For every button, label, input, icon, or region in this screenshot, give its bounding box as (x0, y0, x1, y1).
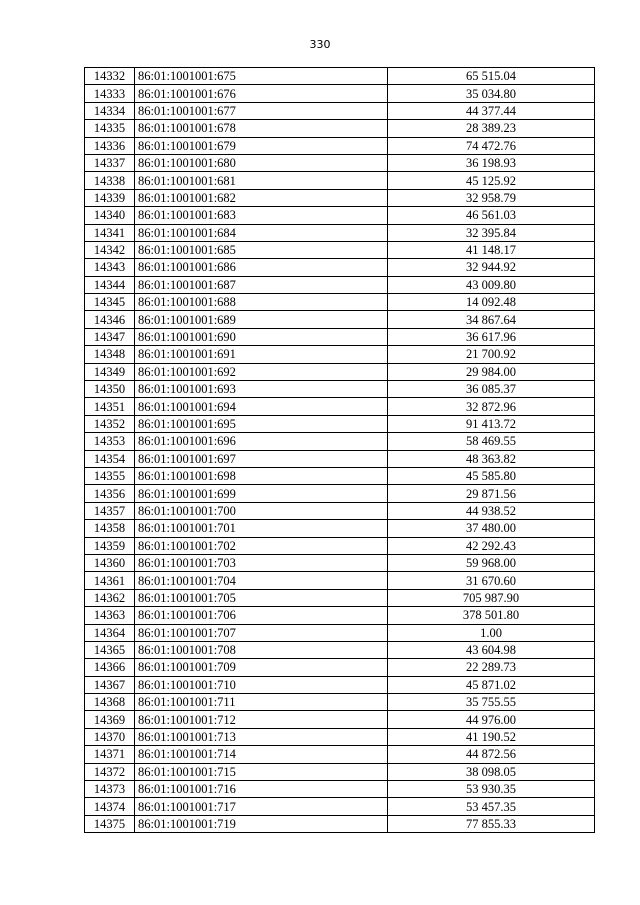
table-row (85, 363, 595, 380)
cadastral-value: 59 968.00 (388, 554, 595, 571)
cadastral-number: 86:01:1001001:686 (135, 259, 388, 276)
cadastral-value: 36 198.93 (388, 154, 595, 171)
row-number: 14351 (85, 398, 135, 415)
table-row (85, 589, 595, 606)
cadastral-value: 34 867.64 (388, 311, 595, 328)
row-number: 14333 (85, 85, 135, 102)
table-row (85, 415, 595, 432)
table-row (85, 763, 595, 780)
table-row (85, 554, 595, 571)
table-row (85, 259, 595, 276)
table-row (85, 294, 595, 311)
cadastral-number: 86:01:1001001:713 (135, 728, 388, 745)
cadastral-number: 86:01:1001001:691 (135, 346, 388, 363)
row-number: 14350 (85, 381, 135, 398)
cadastral-value: 74 472.76 (388, 137, 595, 154)
cadastral-number: 86:01:1001001:703 (135, 554, 388, 571)
cadastral-value: 45 585.80 (388, 467, 595, 484)
table-row (85, 520, 595, 537)
cadastral-number: 86:01:1001001:706 (135, 607, 388, 624)
cadastral-number: 86:01:1001001:717 (135, 798, 388, 815)
table-row (85, 381, 595, 398)
row-number: 14345 (85, 294, 135, 311)
cadastral-number: 86:01:1001001:695 (135, 415, 388, 432)
cadastral-value: 43 604.98 (388, 641, 595, 658)
cadastral-number: 86:01:1001001:700 (135, 502, 388, 519)
row-number: 14358 (85, 520, 135, 537)
cadastral-number: 86:01:1001001:687 (135, 276, 388, 293)
cadastral-number: 86:01:1001001:696 (135, 433, 388, 450)
row-number: 14337 (85, 154, 135, 171)
row-number: 14365 (85, 641, 135, 658)
table-row (85, 241, 595, 258)
cadastral-number: 86:01:1001001:714 (135, 746, 388, 763)
cadastral-value: 45 871.02 (388, 676, 595, 693)
cadastral-value: 35 755.55 (388, 694, 595, 711)
cadastral-value: 53 457.35 (388, 798, 595, 815)
cadastral-value: 14 092.48 (388, 294, 595, 311)
cadastral-number: 86:01:1001001:678 (135, 120, 388, 137)
cadastral-number: 86:01:1001001:693 (135, 381, 388, 398)
table-row (85, 728, 595, 745)
cadastral-number: 86:01:1001001:697 (135, 450, 388, 467)
table-row (85, 433, 595, 450)
row-number: 14347 (85, 328, 135, 345)
cadastral-value: 65 515.04 (388, 68, 595, 85)
row-number: 14374 (85, 798, 135, 815)
cadastral-value-table (84, 67, 595, 833)
row-number: 14359 (85, 537, 135, 554)
cadastral-number: 86:01:1001001:690 (135, 328, 388, 345)
cadastral-value: 22 289.73 (388, 659, 595, 676)
cadastral-number: 86:01:1001001:684 (135, 224, 388, 241)
cadastral-number: 86:01:1001001:716 (135, 781, 388, 798)
cadastral-value: 29 871.56 (388, 485, 595, 502)
cadastral-value: 32 958.79 (388, 189, 595, 206)
cadastral-number: 86:01:1001001:709 (135, 659, 388, 676)
table-row (85, 189, 595, 206)
cadastral-value: 32 944.92 (388, 259, 595, 276)
table-row (85, 485, 595, 502)
cadastral-value: 44 938.52 (388, 502, 595, 519)
row-number: 14334 (85, 102, 135, 119)
row-number: 14356 (85, 485, 135, 502)
table-row (85, 207, 595, 224)
cadastral-value: 44 976.00 (388, 711, 595, 728)
row-number: 14360 (85, 554, 135, 571)
cadastral-number: 86:01:1001001:685 (135, 241, 388, 258)
page-number: 330 (309, 38, 331, 51)
row-number: 14353 (85, 433, 135, 450)
table-row (85, 815, 595, 832)
row-number: 14344 (85, 276, 135, 293)
row-number: 14332 (85, 68, 135, 85)
cadastral-value: 48 363.82 (388, 450, 595, 467)
table-row (85, 311, 595, 328)
cadastral-number: 86:01:1001001:708 (135, 641, 388, 658)
table-row (85, 467, 595, 484)
table-row (85, 276, 595, 293)
cadastral-number: 86:01:1001001:689 (135, 311, 388, 328)
cadastral-number: 86:01:1001001:707 (135, 624, 388, 641)
row-number: 14363 (85, 607, 135, 624)
table-row (85, 450, 595, 467)
cadastral-number: 86:01:1001001:675 (135, 68, 388, 85)
cadastral-number: 86:01:1001001:719 (135, 815, 388, 832)
table-row (85, 572, 595, 589)
row-number: 14352 (85, 415, 135, 432)
table-row (85, 102, 595, 119)
cadastral-number: 86:01:1001001:683 (135, 207, 388, 224)
table-row (85, 224, 595, 241)
cadastral-value: 43 009.80 (388, 276, 595, 293)
cadastral-value: 46 561.03 (388, 207, 595, 224)
cadastral-value: 28 389.23 (388, 120, 595, 137)
row-number: 14371 (85, 746, 135, 763)
cadastral-value: 21 700.92 (388, 346, 595, 363)
cadastral-number: 86:01:1001001:679 (135, 137, 388, 154)
cadastral-number: 86:01:1001001:701 (135, 520, 388, 537)
cadastral-value: 378 501.80 (388, 607, 595, 624)
table-row (85, 694, 595, 711)
row-number: 14357 (85, 502, 135, 519)
row-number: 14339 (85, 189, 135, 206)
row-number: 14362 (85, 589, 135, 606)
table-row (85, 659, 595, 676)
table-row (85, 154, 595, 171)
row-number: 14354 (85, 450, 135, 467)
cadastral-number: 86:01:1001001:681 (135, 172, 388, 189)
row-number: 14335 (85, 120, 135, 137)
table-row (85, 607, 595, 624)
cadastral-number: 86:01:1001001:677 (135, 102, 388, 119)
cadastral-value: 41 190.52 (388, 728, 595, 745)
row-number: 14370 (85, 728, 135, 745)
cadastral-value: 44 377.44 (388, 102, 595, 119)
table-row (85, 346, 595, 363)
cadastral-value: 44 872.56 (388, 746, 595, 763)
cadastral-number: 86:01:1001001:698 (135, 467, 388, 484)
row-number: 14342 (85, 241, 135, 258)
cadastral-value: 31 670.60 (388, 572, 595, 589)
row-number: 14361 (85, 572, 135, 589)
cadastral-number: 86:01:1001001:682 (135, 189, 388, 206)
cadastral-value: 1.00 (388, 624, 595, 641)
cadastral-number: 86:01:1001001:704 (135, 572, 388, 589)
table-row (85, 172, 595, 189)
cadastral-value: 36 617.96 (388, 328, 595, 345)
row-number: 14355 (85, 467, 135, 484)
table-row (85, 120, 595, 137)
row-number: 14375 (85, 815, 135, 832)
cadastral-number: 86:01:1001001:711 (135, 694, 388, 711)
row-number: 14369 (85, 711, 135, 728)
row-number: 14349 (85, 363, 135, 380)
cadastral-number: 86:01:1001001:712 (135, 711, 388, 728)
row-number: 14368 (85, 694, 135, 711)
row-number: 14373 (85, 781, 135, 798)
table-row (85, 137, 595, 154)
cadastral-number: 86:01:1001001:680 (135, 154, 388, 171)
cadastral-number: 86:01:1001001:692 (135, 363, 388, 380)
row-number: 14364 (85, 624, 135, 641)
row-number: 14336 (85, 137, 135, 154)
cadastral-value: 53 930.35 (388, 781, 595, 798)
table-row (85, 502, 595, 519)
cadastral-value: 38 098.05 (388, 763, 595, 780)
row-number: 14348 (85, 346, 135, 363)
row-number: 14343 (85, 259, 135, 276)
cadastral-number: 86:01:1001001:702 (135, 537, 388, 554)
row-number: 14367 (85, 676, 135, 693)
cadastral-value: 35 034.80 (388, 85, 595, 102)
cadastral-value: 41 148.17 (388, 241, 595, 258)
cadastral-value: 36 085.37 (388, 381, 595, 398)
table-row (85, 328, 595, 345)
cadastral-number: 86:01:1001001:705 (135, 589, 388, 606)
row-number: 14341 (85, 224, 135, 241)
row-number: 14340 (85, 207, 135, 224)
table-row (85, 624, 595, 641)
table-row (85, 798, 595, 815)
cadastral-number: 86:01:1001001:694 (135, 398, 388, 415)
table-body (85, 68, 595, 833)
cadastral-value: 45 125.92 (388, 172, 595, 189)
table-row (85, 537, 595, 554)
cadastral-value: 29 984.00 (388, 363, 595, 380)
cadastral-value: 32 872.96 (388, 398, 595, 415)
cadastral-number: 86:01:1001001:688 (135, 294, 388, 311)
cadastral-value: 42 292.43 (388, 537, 595, 554)
cadastral-value: 37 480.00 (388, 520, 595, 537)
table-row (85, 711, 595, 728)
row-number: 14366 (85, 659, 135, 676)
cadastral-number: 86:01:1001001:710 (135, 676, 388, 693)
row-number: 14346 (85, 311, 135, 328)
cadastral-value: 705 987.90 (388, 589, 595, 606)
table-row (85, 398, 595, 415)
table-row (85, 641, 595, 658)
cadastral-number: 86:01:1001001:699 (135, 485, 388, 502)
cadastral-number: 86:01:1001001:715 (135, 763, 388, 780)
cadastral-value: 77 855.33 (388, 815, 595, 832)
cadastral-number: 86:01:1001001:676 (135, 85, 388, 102)
table-row (85, 746, 595, 763)
row-number: 14372 (85, 763, 135, 780)
cadastral-value: 32 395.84 (388, 224, 595, 241)
table-row (85, 676, 595, 693)
row-number: 14338 (85, 172, 135, 189)
table-row (85, 68, 595, 85)
table-row (85, 781, 595, 798)
table-row (85, 85, 595, 102)
cadastral-value: 91 413.72 (388, 415, 595, 432)
cadastral-value: 58 469.55 (388, 433, 595, 450)
